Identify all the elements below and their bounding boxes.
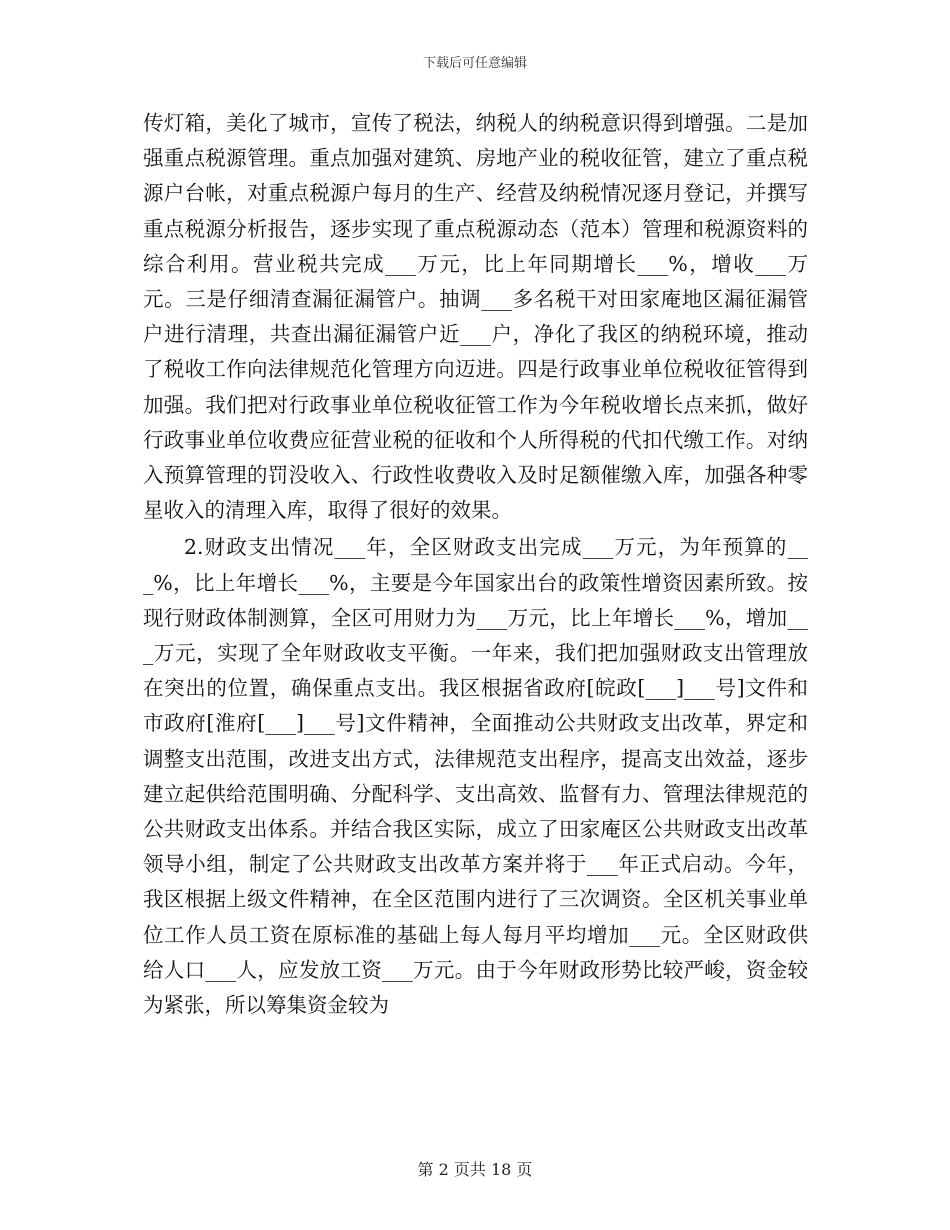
paragraph-tax-management: 传灯箱，美化了城市，宣传了税法，纳税人的纳税意识得到增强。二是加强重点税源管理。重点加强对建筑、房地产业的税收征管，建立了重点税源户台帐，对重点税源户每月的生产、经营及纳税情况逐月登记，并撰写重点税源分析报告，逐步实现了重点税源动态（范本）管理和税源资料的综合利用。营业税共完成___万元，比上年同期增长___%，增收___万元。三是仔细清查漏征漏管户。抽调___多名税干对田家庵地区漏征漏管户进行清理，共查出漏征漏管户近___户，净化了我区的纳税环境，推动了税收工作向法律规范化管理方向迈进。四是行政事业单位税收征管得到加强。我们把对行政事业单位税收征管工作为今年税收增长点来抓，做好行政事业单位收费应征营业税的征收和个人所得税的代扣代缴工作。对纳入预算管理的罚没收入、行政性收费收入及时足额催缴入库，加强各种零星收入的清理入库，取得了很好的效果。: [143, 111, 808, 523]
page-header: 下载后可任意编辑: [422, 56, 527, 71]
paragraph-fiscal-expenditure: 2.财政支出情况___年，全区财政支出完成___万元，为年预算的___%，比上年增长___%，主要是今年国家出台的政策性增资因素所致。按现行财政体制测算，全区可用财力为___万元，比上年增长___%，增加___万元，实现了全年财政收支平衡。一年来，我们把加强财政支出管理放在突出的位置，确保重点支出。我区根据省政府[皖政[___]___号]文件和市政府[淮府[___]___号]文件精神，全面推动公共财政支出改革，界定和调整支出范围，改进支出方式，法律规范支出程序，提高支出效益，逐步建立起供给范围明确、分配科学、支出高效、监督有力、管理法律规范的公共财政支出体系。并结合我区实际，成立了田家庵区公共财政支出改革领导小组，制定了公共财政支出改革方案并将于___年正式启动。今年，我区根据上级文件精神，在全区范围内进行了三次调资。全区机关事业单位工作人员工资在原标准的基础上每人每月平均增加___元。全区财政供给人口___人，应发放工资___万元。由于今年财政形势比较严峻，资金较为紧张，所以筹集资金较为: [143, 535, 808, 1018]
page-footer: 第 2 页共 18 页: [417, 1160, 533, 1179]
document-body: [143, 106, 808, 1023]
